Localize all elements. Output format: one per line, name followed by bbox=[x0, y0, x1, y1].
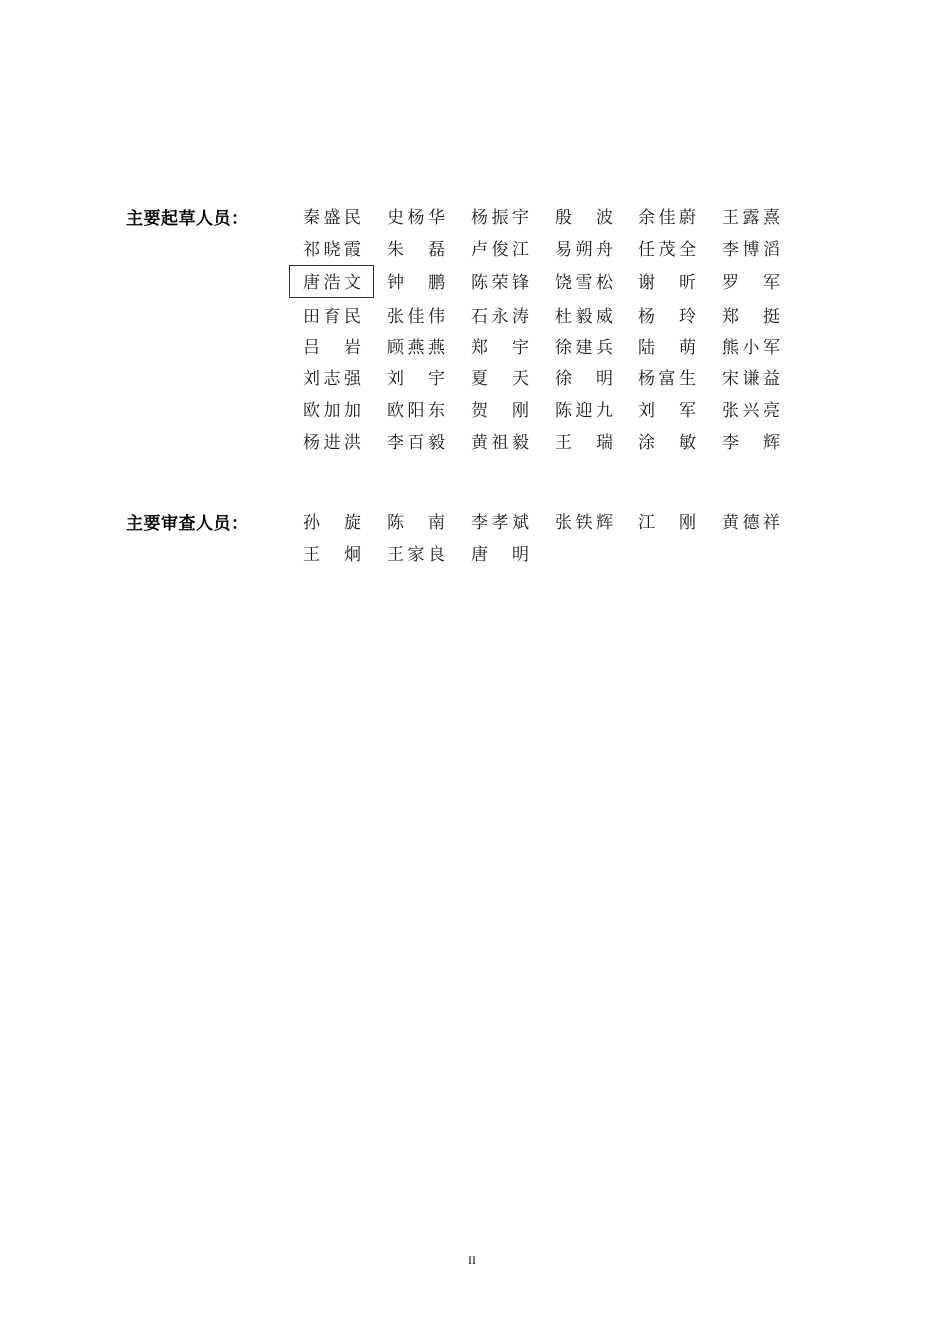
person-name: 顾 燕 燕 bbox=[387, 338, 445, 358]
person-name: 张 铁 辉 bbox=[555, 513, 613, 533]
person-name: 吕 岩 bbox=[303, 338, 361, 358]
person-name: 王 瑞 bbox=[555, 433, 613, 453]
reviewers-row bbox=[0, 544, 950, 566]
person-name: 杨 振 宇 bbox=[471, 208, 529, 228]
person-name: 郑 挺 bbox=[722, 307, 780, 327]
reviewers-row bbox=[0, 512, 950, 534]
person-name: 杨 玲 bbox=[638, 307, 696, 327]
person-name: 唐 浩 文 bbox=[303, 273, 361, 293]
person-name: 孙 旋 bbox=[303, 513, 361, 533]
person-name: 唐 明 bbox=[471, 545, 529, 565]
reviewers-label: 主要审查人员： bbox=[126, 514, 249, 534]
person-name: 刘 宇 bbox=[387, 369, 445, 389]
person-name: 李 辉 bbox=[722, 433, 780, 453]
person-name: 涂 敏 bbox=[638, 433, 696, 453]
person-name: 石 永 涛 bbox=[471, 307, 529, 327]
person-name: 朱 磊 bbox=[387, 240, 445, 260]
drafters-row bbox=[0, 337, 950, 359]
drafters-row bbox=[0, 272, 950, 294]
person-name: 刘 志 强 bbox=[303, 369, 361, 389]
person-name: 王 炯 bbox=[303, 545, 361, 565]
person-name: 谢 昕 bbox=[638, 273, 696, 293]
person-name: 陈 荣 锋 bbox=[471, 273, 529, 293]
page-number: II bbox=[468, 1253, 476, 1267]
person-name: 陈 迎 九 bbox=[555, 401, 613, 421]
person-name: 王 露 熹 bbox=[722, 208, 780, 228]
person-name: 陆 萌 bbox=[638, 338, 696, 358]
person-name: 杨 富 生 bbox=[638, 369, 696, 389]
person-name: 任 茂 全 bbox=[638, 240, 696, 260]
person-name: 李 博 滔 bbox=[722, 240, 780, 260]
drafters-row bbox=[0, 207, 950, 229]
drafters-row bbox=[0, 400, 950, 422]
person-name: 江 刚 bbox=[638, 513, 696, 533]
person-name: 宋 谦 益 bbox=[722, 369, 780, 389]
person-name: 夏 天 bbox=[471, 369, 529, 389]
person-name: 黄 祖 毅 bbox=[471, 433, 529, 453]
person-name: 钟 鹏 bbox=[387, 273, 445, 293]
person-name: 史 杨 华 bbox=[387, 208, 445, 228]
person-name: 李 孝 斌 bbox=[471, 513, 529, 533]
person-name: 陈 南 bbox=[387, 513, 445, 533]
person-name: 饶 雪 松 bbox=[555, 273, 613, 293]
person-name: 罗 军 bbox=[722, 273, 780, 293]
person-name: 欧 加 加 bbox=[303, 401, 361, 421]
person-name: 殷 波 bbox=[555, 208, 613, 228]
person-name: 刘 军 bbox=[638, 401, 696, 421]
person-name: 徐 明 bbox=[555, 369, 613, 389]
person-name: 王 家 良 bbox=[387, 545, 445, 565]
person-name: 李 百 毅 bbox=[387, 433, 445, 453]
person-name: 杜 毅 威 bbox=[555, 307, 613, 327]
person-name: 贺 刚 bbox=[471, 401, 529, 421]
person-name: 田 育 民 bbox=[303, 307, 361, 327]
person-name: 余 佳 蔚 bbox=[638, 208, 696, 228]
person-name: 郑 宇 bbox=[471, 338, 529, 358]
drafters-label: 主要起草人员： bbox=[126, 209, 249, 229]
person-name: 徐 建 兵 bbox=[555, 338, 613, 358]
person-name: 张 兴 亮 bbox=[722, 401, 780, 421]
person-name: 易 朔 舟 bbox=[555, 240, 613, 260]
drafters-row bbox=[0, 306, 950, 328]
person-name: 秦 盛 民 bbox=[303, 208, 361, 228]
drafters-row bbox=[0, 432, 950, 454]
person-name: 卢 俊 江 bbox=[471, 240, 529, 260]
person-name: 熊 小 军 bbox=[722, 338, 780, 358]
drafters-row bbox=[0, 368, 950, 390]
person-name: 杨 进 洪 bbox=[303, 433, 361, 453]
person-name: 黄 德 祥 bbox=[722, 513, 780, 533]
drafters-row bbox=[0, 239, 950, 261]
person-name: 欧 阳 东 bbox=[387, 401, 445, 421]
person-name: 张 佳 伟 bbox=[387, 307, 445, 327]
person-name: 祁 晓 霞 bbox=[303, 240, 361, 260]
